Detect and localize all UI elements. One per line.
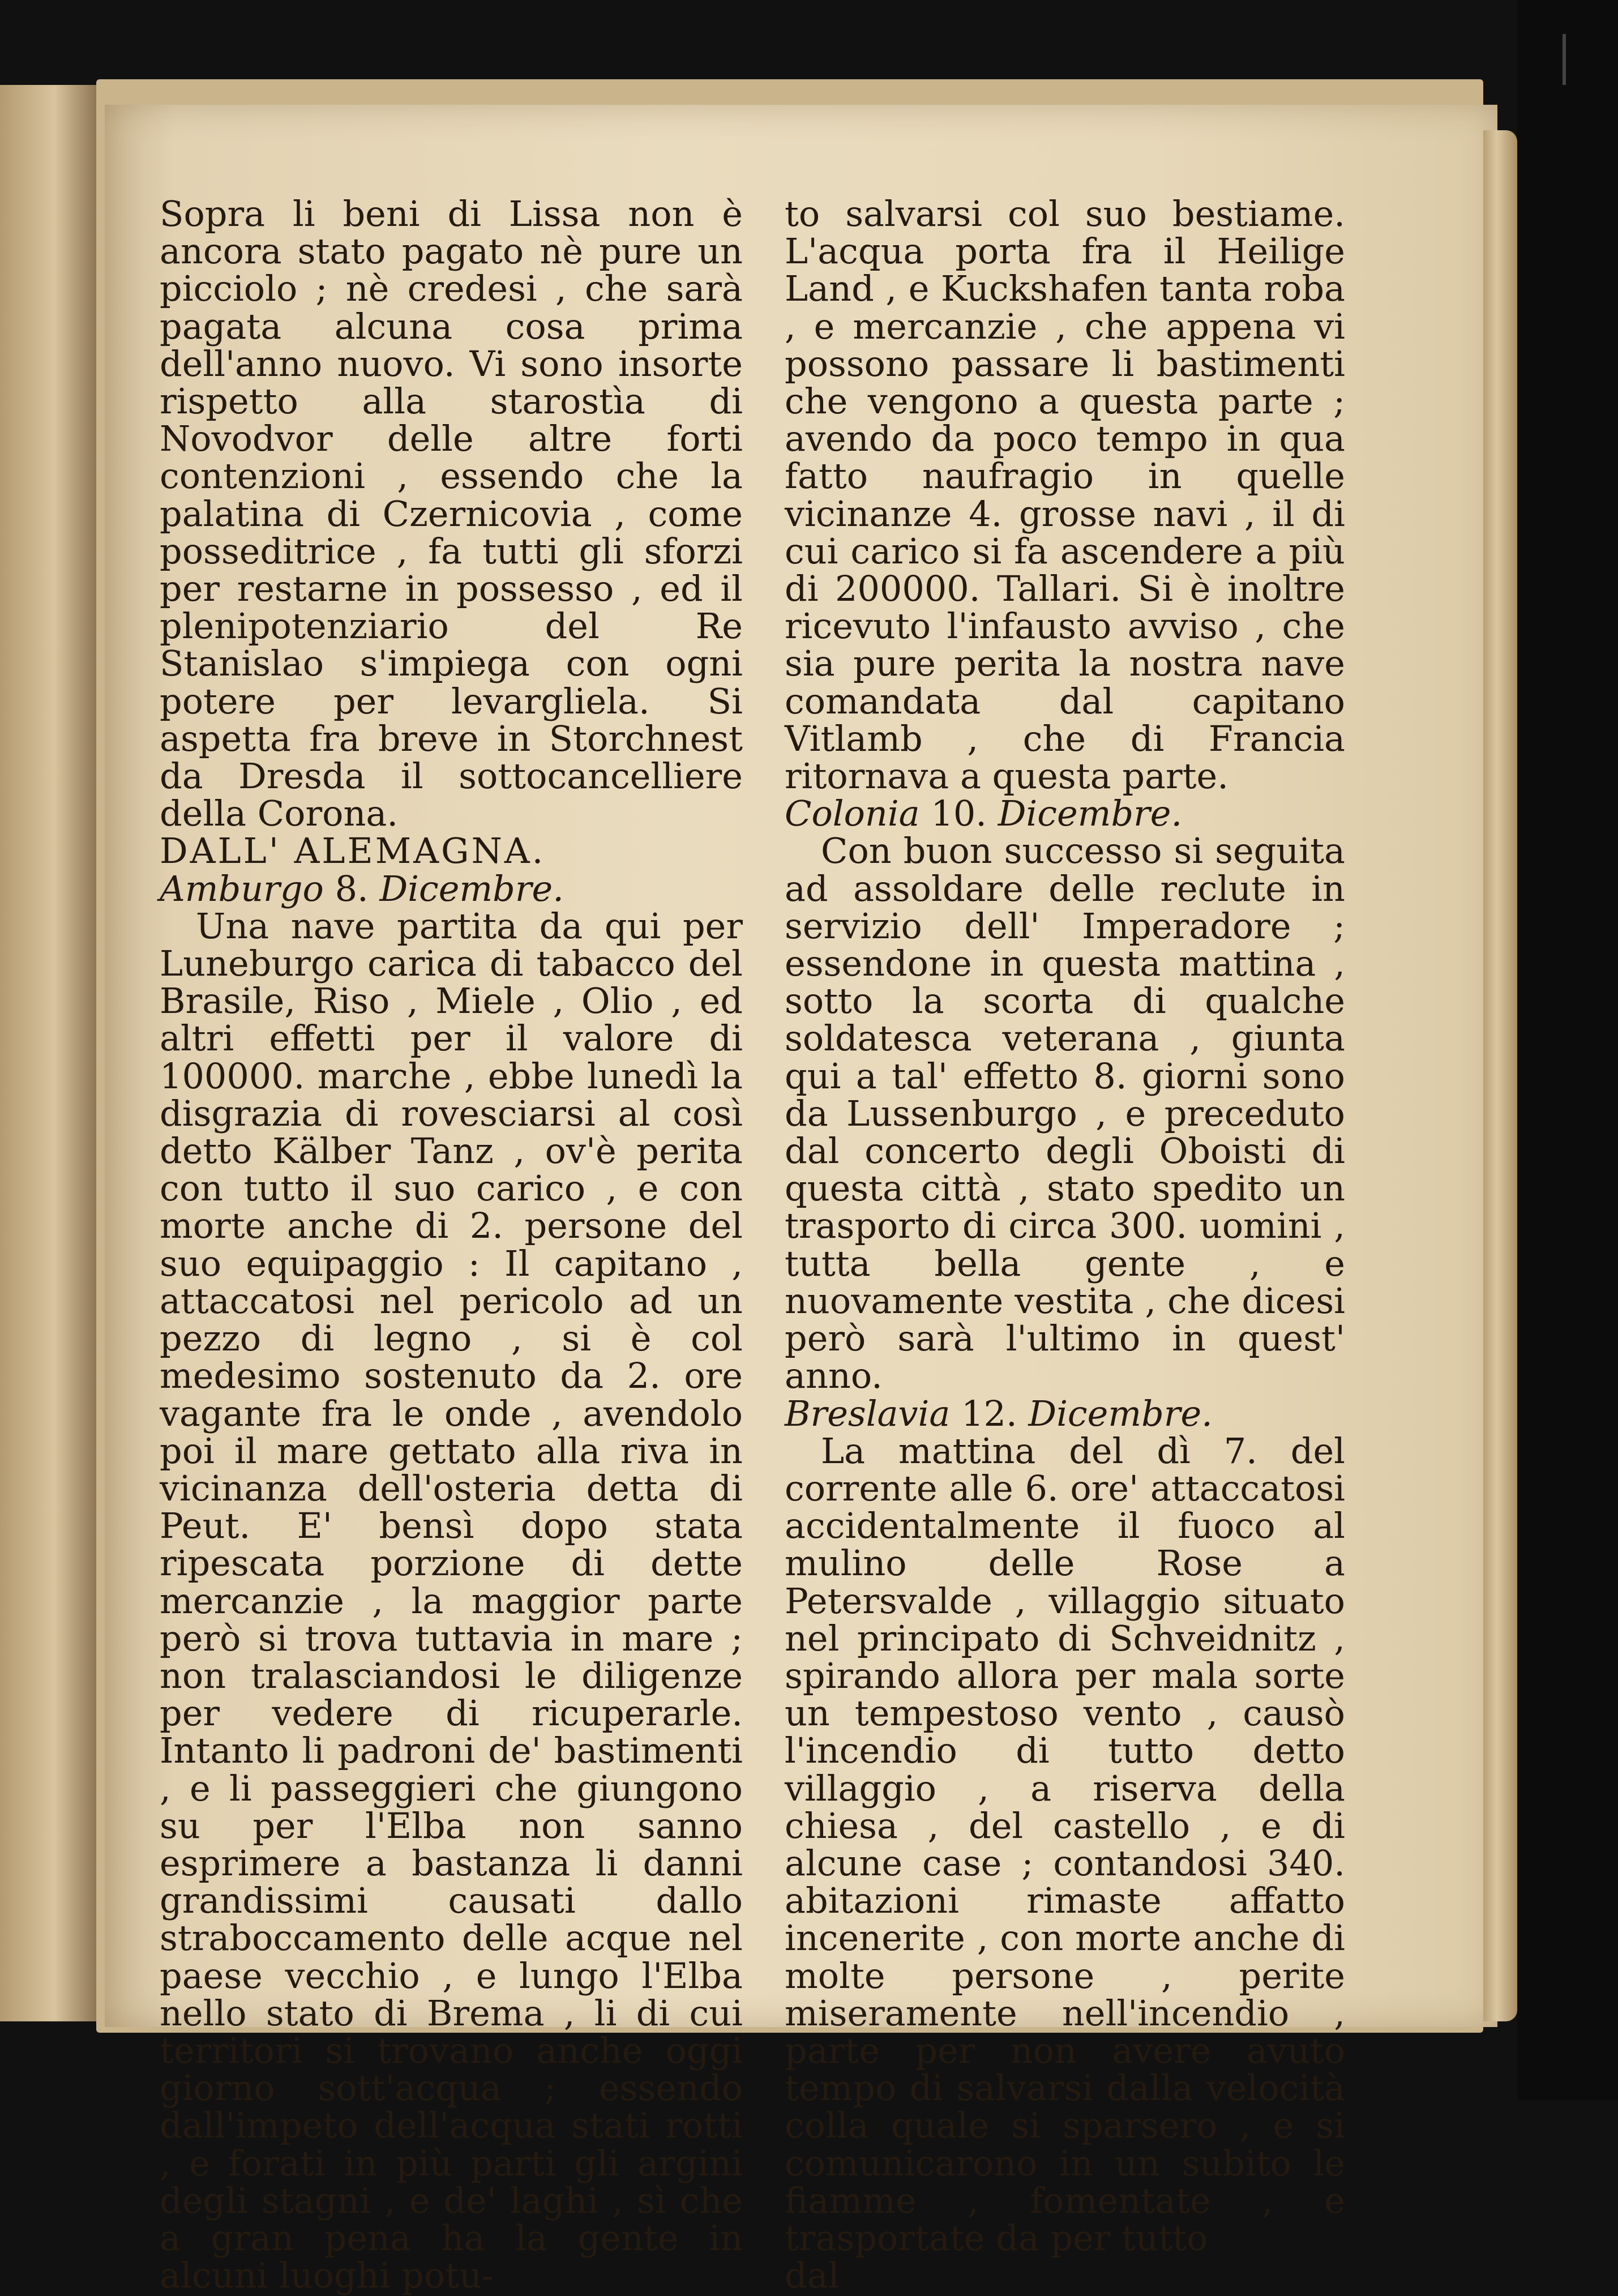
- section-heading: DALL' ALEMAGNA.: [160, 830, 546, 872]
- binding-pin: [1563, 34, 1566, 85]
- dateline-month: Dicembre.: [998, 793, 1183, 835]
- right-column: [785, 195, 1345, 2294]
- left-column: [160, 195, 743, 2294]
- dateline-city: Amburgo: [160, 867, 324, 909]
- fore-edge: [1483, 130, 1517, 2021]
- left-page-edge: [0, 85, 99, 2021]
- dark-background: [1517, 0, 1618, 2100]
- right-paragraph-2: Con buon successo si seguita ad assoldare delle reclute in servizio dell' Imperadore ; essendone in questa mattina , sotto la scorta di qualche soldatesca veterana , giunta qui a tal' effetto 8. giorni sono da Lussenburgo , e preceduto dal concerto degli Oboisti di questa città , stato spedito un trasporto di circa 300. uomini , tutta bella gente , e nuovamente vestita , che dicesi però sarà l'ultimo in quest' anno.: [785, 830, 1345, 1397]
- dateline-colonia: [785, 793, 1345, 835]
- dateline-month: Dicembre.: [379, 867, 564, 909]
- dateline-city: Breslavia: [785, 1392, 951, 1434]
- left-paragraph-2: Una nave partita da qui per Luneburgo carica di tabacco del Brasile, Riso , Miele , Olio , ed altri effetti per il valore di 100000. marche , ebbe lunedì la disgrazia di rovesciarsi al così detto Kälber Tanz , ov'è perita con tutto il suo carico , e con morte anche di 2. persone del suo equipaggio : Il capitano , attaccatosi nel pericolo ad un pezzo di legno , si è col medesimo sostenuto da 2. ore vagante fra le onde , avendolo poi il mare gettato alla riva in vicinanza dell'osteria detta di Peut. E' bensì dopo stata ripescata porzione di dette mercanzie , la maggior parte però si trova tuttavia in mare ; non tralasciandosi le diligenze per vedere di ricuperarle. Intanto li padroni de' bastimenti , e li passeggieri che giungono su per l'Elba non sanno esprimere a bastanza li danni grandissimi causati dallo straboccamento delle acque nel paese vecchio , e lungo l'Elba nello stato di Brema , li di cui territori si trovano anche oggi giorno sott'acqua ; essendo dall'impeto dell'acqua stati rotti , e forati in più parti gli argini degli stagni , e de' laghi , sì che a gran pena ha la gente in alcuni luoghi potu-: [160, 905, 743, 2296]
- right-paragraph-3: La mattina del dì 7. del corrente alle 6. ore' attaccatosi accidentalmente il fuoco al mulino delle Rose a Petersvalde , villaggio situato nel principato di Schveidnitz , spirando allora per mala sorte un tempestoso vento , causò l'incendio di tutto detto villaggio , a riserva della chiesa , del castello , e di alcune case ; contandosi 340. abitazioni rimaste affatto incenerite , con morte anche di molte persone , perite miseramente nell'incendio , parte per non avere avuto tempo di salvarsi dalla velocità colla quale si sparsero , e si comunicarono in un subito le fiamme , fomentate , e trasportate da per tutto: [785, 1430, 1345, 2259]
- right-paragraph-1: to salvarsi col suo bestiame. L'acqua porta fra il Heilige Land , e Kuckshafen tanta roba , e mercanzie , che appena vi possono passare li bastimenti che vengono a questa parte ; avendo da poco tempo in qua fatto naufragio in quelle vicinanze 4. grosse navi , il di cui carico si fa ascendere a più di 200000. Tallari. Si è inoltre ricevuto l'infausto avviso , che sia pure perita la nostra nave comandata dal capitano Vitlamb , che di Francia ritornava a questa parte.: [785, 193, 1345, 797]
- catchword: dal: [785, 2255, 840, 2296]
- dateline-city: Colonia: [785, 793, 920, 835]
- dateline-day: 12.: [961, 1392, 1017, 1434]
- dateline-day: 10.: [931, 793, 987, 835]
- dateline-breslavia: [785, 1392, 1345, 1434]
- dateline-day: 8.: [335, 867, 369, 909]
- dateline-month: Dicembre.: [1028, 1392, 1213, 1434]
- left-paragraph-1: Sopra li beni di Lissa non è ancora stato pagato nè pure un picciolo ; nè credesi , che sarà pagata alcuna cosa prima dell'anno nuovo. Vi sono insorte rispetto alla starostìa di Novodvor delle altre forti contenzioni , essendo che la palatina di Czernicovia , come posseditrice , fa tutti gli sforzi per restarne in possesso , ed il plenipotenziario del Re Stanislao s'impiega con ogni potere per levargliela. Si aspetta fra breve in Storchnest da Dresda il sottocancelliere della Corona.: [160, 193, 743, 835]
- dateline-amburgo: [160, 867, 743, 909]
